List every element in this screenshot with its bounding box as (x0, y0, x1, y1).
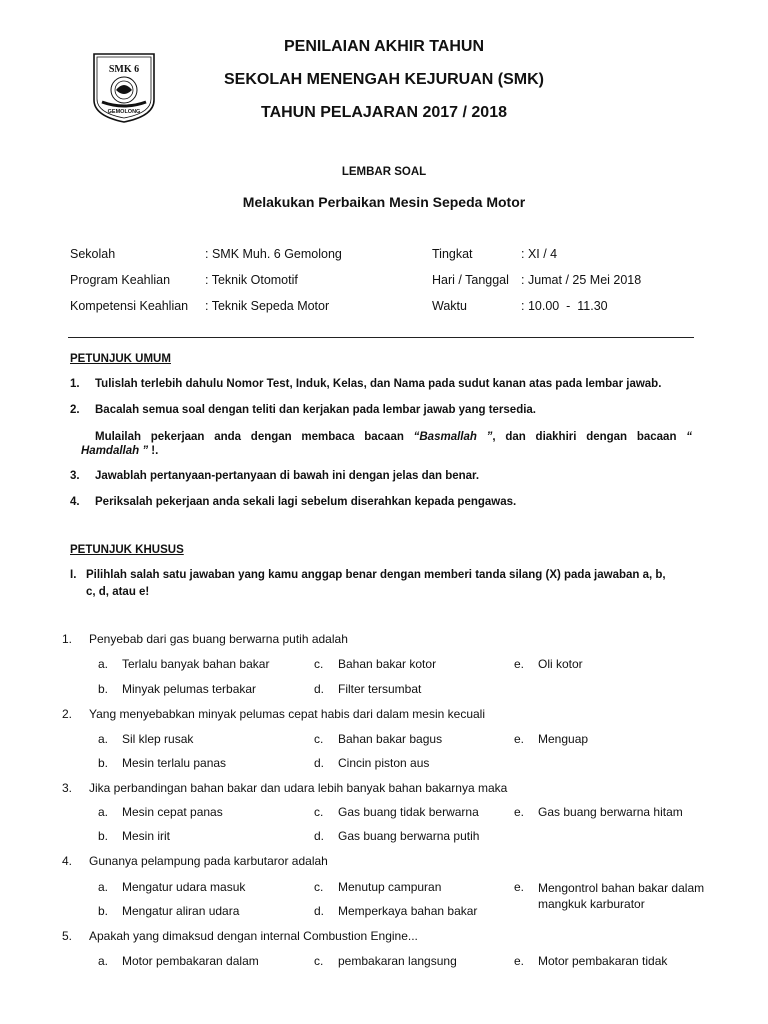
q2-option-c: Bahan bakar bagus (338, 732, 443, 746)
q3-letter-d: d. (314, 829, 325, 843)
pu-text-4: Periksalah pekerjaan anda sekali lagi sebelum diserahkan kepada pengawas. (95, 496, 517, 508)
pu-note-f: !. (148, 445, 159, 457)
pu-note-hamdallah: Hamdallah ” (81, 445, 149, 457)
pk-instr-line-2: c, d, atau e! (86, 586, 150, 598)
pu-num-1: 1. (70, 378, 80, 390)
q4-option-d: Memperkaya bahan bakar (338, 904, 478, 918)
subject-title: Melakukan Perbaikan Mesin Sepeda Motor (242, 194, 526, 210)
pu-note-c: , dan diakhiri dengan bacaan (492, 431, 677, 443)
pu-text-2: Bacalah semua soal dengan teliti dan kerjakan pada lembar jawab yang tersedia. (95, 404, 537, 416)
title-line-1: PENILAIAN AKHIR TAHUN (284, 38, 484, 55)
divider-line (68, 337, 694, 338)
q4-option-e: Mengontrol bahan bakar dalam mangkuk karburator (538, 881, 705, 911)
program-label: Program Keahlian (70, 273, 171, 287)
kompetensi-label: Kompetensi Keahlian (70, 299, 189, 313)
q3-text: Jika perbandingan bahan bakar dan udara lebih banyak bahan bakarnya maka (89, 781, 508, 795)
q3-option-b: Mesin irit (122, 829, 171, 843)
q5-letter-e: e. (514, 954, 525, 968)
q2-letter-b: b. (98, 756, 109, 770)
q3-option-e: Gas buang berwarna hitam (538, 805, 683, 819)
q1-letter-e: e. (514, 657, 525, 671)
program-value: : Teknik Otomotif (205, 273, 298, 287)
q2-option-e: Menguap (538, 732, 589, 746)
q1-option-b: Minyak pelumas terbakar (122, 682, 257, 696)
q2-text: Yang menyebabkan minyak pelumas cepat habis dari dalam mesin kecuali (89, 707, 485, 721)
q2-option-a: Sil klep rusak (122, 732, 194, 746)
tingkat-value: : XI / 4 (521, 247, 558, 261)
pu-note-basmallah: “Basmallah ” (413, 431, 493, 443)
q2-letter-e: e. (514, 732, 525, 746)
q5-letter-c: c. (314, 954, 324, 968)
q4-option-b: Mengatur aliran udara (122, 904, 240, 918)
pu-note-line-2 (81, 445, 158, 457)
q2-option-b: Mesin terlalu panas (122, 756, 227, 770)
pu-num-3: 3. (70, 470, 80, 482)
sekolah-value: : SMK Muh. 6 Gemolong (205, 247, 342, 261)
pu-note-quote: “ (686, 431, 692, 443)
q2-letter-c: c. (314, 732, 324, 746)
q1-option-c: Bahan bakar kotor (338, 657, 437, 671)
q2-letter-d: d. (314, 756, 325, 770)
lembar-soal: LEMBAR SOAL (341, 166, 427, 178)
q2-number: 2. (62, 707, 73, 721)
hari-value: : Jumat / 25 Mei 2018 (521, 273, 642, 287)
q3-letter-e: e. (514, 805, 525, 819)
q4-option-a: Mengatur udara masuk (122, 880, 246, 894)
q3-option-d: Gas buang berwarna putih (338, 829, 480, 843)
q3-option-a: Mesin cepat panas (122, 805, 223, 819)
q5-option-a: Motor pembakaran dalam (122, 954, 259, 968)
q4-number: 4. (62, 854, 73, 868)
pk-num: I. (70, 569, 77, 581)
pk-instr-line-1: Pilihlah salah satu jawaban yang kamu anggap benar dengan memberi tanda silang (X) pada jawaban a, b, (86, 569, 666, 581)
q4-letter-e: e. (514, 880, 525, 894)
q1-text: Penyebab dari gas buang berwarna putih adalah (89, 632, 348, 646)
petunjuk-khusus-title: PETUNJUK KHUSUS (70, 544, 184, 556)
tingkat-label: Tingkat (432, 247, 473, 261)
q1-option-d: Filter tersumbat (338, 682, 422, 696)
q5-option-e: Motor pembakaran tidak (538, 954, 668, 968)
q4-letter-a: a. (98, 880, 109, 894)
q3-number: 3. (62, 781, 73, 795)
waktu-label: Waktu (432, 299, 467, 313)
q1-letter-a: a. (98, 657, 109, 671)
pu-num-2: 2. (70, 404, 80, 416)
q1-option-a: Terlalu banyak bahan bakar (122, 657, 270, 671)
title-line-2: SEKOLAH MENENGAH KEJURUAN (SMK) (223, 71, 544, 88)
svg-text:GEMOLONG: GEMOLONG (107, 109, 141, 115)
pu-num-4: 4. (70, 496, 80, 508)
pu-note-line-1 (95, 428, 692, 446)
kompetensi-value: : Teknik Sepeda Motor (205, 299, 330, 313)
q3-letter-c: c. (314, 805, 324, 819)
q1-letter-b: b. (98, 682, 109, 696)
q1-letter-d: d. (314, 682, 325, 696)
hari-label: Hari / Tanggal (432, 273, 509, 287)
q1-number: 1. (62, 632, 73, 646)
q3-option-c: Gas buang tidak berwarna (338, 805, 479, 819)
pu-text-3: Jawablah pertanyaan-pertanyaan di bawah ini dengan jelas dan benar. (95, 470, 480, 482)
q5-option-c: pembakaran langsung (338, 954, 457, 968)
waktu-value: : 10.00 - 11.30 (521, 299, 608, 313)
q3-letter-b: b. (98, 829, 109, 843)
q4-text: Gunanya pelampung pada karbutaror adalah (89, 854, 328, 868)
q3-letter-a: a. (98, 805, 109, 819)
q4-letter-b: b. (98, 904, 109, 918)
q1-letter-c: c. (314, 657, 324, 671)
pu-text-1: Tulislah terlebih dahulu Nomor Test, Induk, Kelas, dan Nama pada sudut kanan atas pada lembar jawab. (95, 378, 662, 390)
q4-letter-d: d. (314, 904, 325, 918)
svg-text:SMK 6: SMK 6 (108, 64, 140, 75)
q4-option-c: Menutup campuran (338, 880, 442, 894)
pu-note-a: Mulailah pekerjaan anda dengan membaca bacaan (95, 431, 404, 443)
title-line-3: TAHUN PELAJARAN 2017 / 2018 (260, 104, 507, 121)
petunjuk-umum-title: PETUNJUK UMUM (70, 353, 171, 365)
q5-letter-a: a. (98, 954, 109, 968)
q1-option-e: Oli kotor (538, 657, 583, 671)
sekolah-label: Sekolah (70, 247, 116, 261)
q5-text: Apakah yang dimaksud dengan internal Combustion Engine... (89, 929, 418, 943)
q4-letter-c: c. (314, 880, 324, 894)
q2-option-d: Cincin piston aus (338, 756, 430, 770)
q2-letter-a: a. (98, 732, 109, 746)
q5-number: 5. (62, 929, 73, 943)
